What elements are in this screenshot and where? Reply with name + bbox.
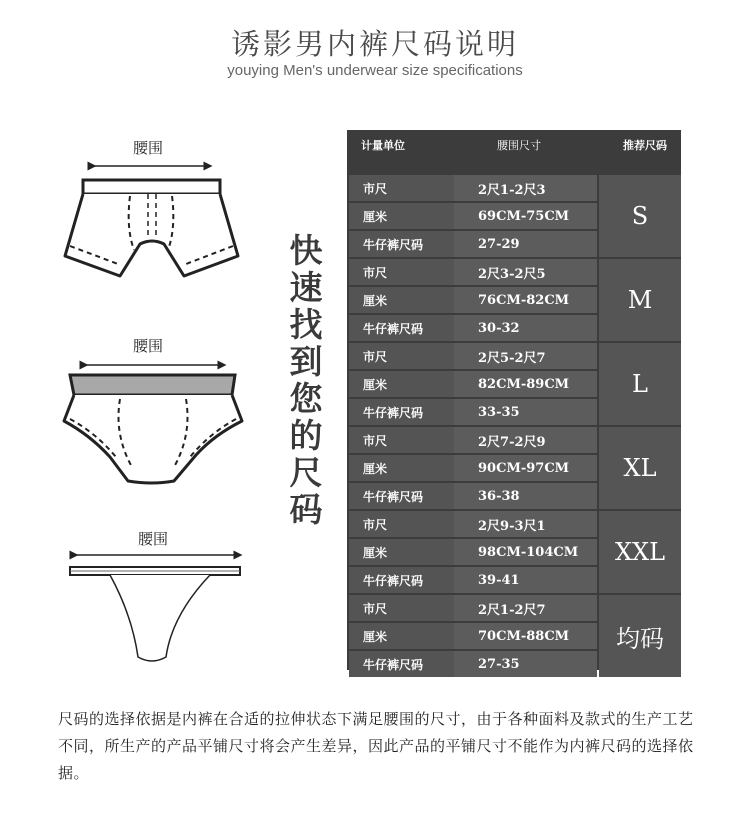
unit-cell: 厘米: [349, 371, 454, 397]
slogan-char: 的: [289, 416, 323, 455]
waist-value-cell: 27-29: [454, 231, 597, 257]
waist-value-cell: 69CM-75CM: [454, 203, 597, 229]
waist-value-cell: 30-32: [454, 315, 597, 341]
slogan-char: 找: [289, 305, 323, 344]
waist-value-cell: 90CM-97CM: [454, 455, 597, 481]
unit-cell: 牛仔裤尺码: [349, 231, 454, 257]
waist-value-cell: 2尺3-2尺5: [454, 259, 597, 285]
unit-cell: 牛仔裤尺码: [349, 651, 454, 677]
header-unit: 计量单位: [361, 139, 405, 152]
waist-value-cell: 2尺1-2尺7: [454, 595, 597, 621]
waist-value-cell: 2尺5-2尺7: [454, 343, 597, 369]
waist-value-cell: 36-38: [454, 483, 597, 509]
page-title: 诱影男内裤尺码说明: [230, 27, 519, 61]
waist-value-cell: 70CM-88CM: [454, 623, 597, 649]
waist-value-cell: 39-41: [454, 567, 597, 593]
unit-cell: 市尺: [349, 595, 454, 621]
unit-cell: 市尺: [349, 511, 454, 537]
unit-cell: 牛仔裤尺码: [349, 567, 454, 593]
waist-value-cell: 98CM-104CM: [454, 539, 597, 565]
header-size: 推荐尺码: [623, 139, 667, 152]
page-subtitle: youying Men's underwear size specifications: [227, 62, 523, 79]
slogan-char: 速: [289, 268, 323, 307]
waist-value-cell: 27-35: [454, 651, 597, 677]
waist-value-cell: 2尺9-3尺1: [454, 511, 597, 537]
unit-cell: 牛仔裤尺码: [349, 399, 454, 425]
slogan-char: 您: [289, 379, 323, 418]
unit-cell: 厘米: [349, 287, 454, 313]
unit-cell: 市尺: [349, 343, 454, 369]
waist-label-boxer: 腰围: [132, 139, 163, 157]
slogan-char: 到: [289, 342, 323, 381]
slogan: [286, 232, 326, 528]
unit-cell: 厘米: [349, 539, 454, 565]
thong-icon: [60, 545, 250, 670]
waist-value-cell: 2尺7-2尺9: [454, 427, 597, 453]
slogan-char: 快: [289, 231, 323, 270]
recommended-size-cell: M: [599, 259, 681, 341]
waist-label-thong: 腰围: [137, 530, 168, 548]
slogan-char: 尺: [289, 453, 323, 492]
unit-cell: 厘米: [349, 455, 454, 481]
recommended-size-cell: XXL: [599, 511, 681, 593]
unit-cell: 厘米: [349, 203, 454, 229]
sizing-note: 尺码的选择依据是内裤在合适的拉伸状态下满足腰围的尺寸，由于各种面料及款式的生产工艺不同，所生产的产品平铺尺寸将会产生差异，因此产品的平铺尺寸不能作为内裤尺码的选择依据。: [58, 710, 694, 782]
recommended-size-cell: L: [599, 343, 681, 425]
waist-value-cell: 2尺1-2尺3: [454, 175, 597, 201]
recommended-size-cell: S: [599, 175, 681, 257]
unit-cell: 市尺: [349, 175, 454, 201]
header-waist: 腰围尺寸: [497, 139, 541, 152]
slogan-char: 码: [289, 490, 323, 529]
boxer-briefs-icon: [50, 158, 250, 298]
waist-value-cell: 76CM-82CM: [454, 287, 597, 313]
briefs-icon: [50, 355, 250, 490]
table-header: [347, 130, 681, 162]
waist-value-cell: 82CM-89CM: [454, 371, 597, 397]
unit-cell: 牛仔裤尺码: [349, 315, 454, 341]
size-table: [347, 130, 681, 670]
recommended-size-cell: 均码: [599, 595, 681, 677]
unit-cell: 市尺: [349, 427, 454, 453]
unit-cell: 厘米: [349, 623, 454, 649]
unit-cell: 牛仔裤尺码: [349, 483, 454, 509]
unit-cell: 市尺: [349, 259, 454, 285]
recommended-size-cell: XL: [599, 427, 681, 509]
waist-label-briefs: 腰围: [132, 337, 163, 355]
waist-value-cell: 33-35: [454, 399, 597, 425]
